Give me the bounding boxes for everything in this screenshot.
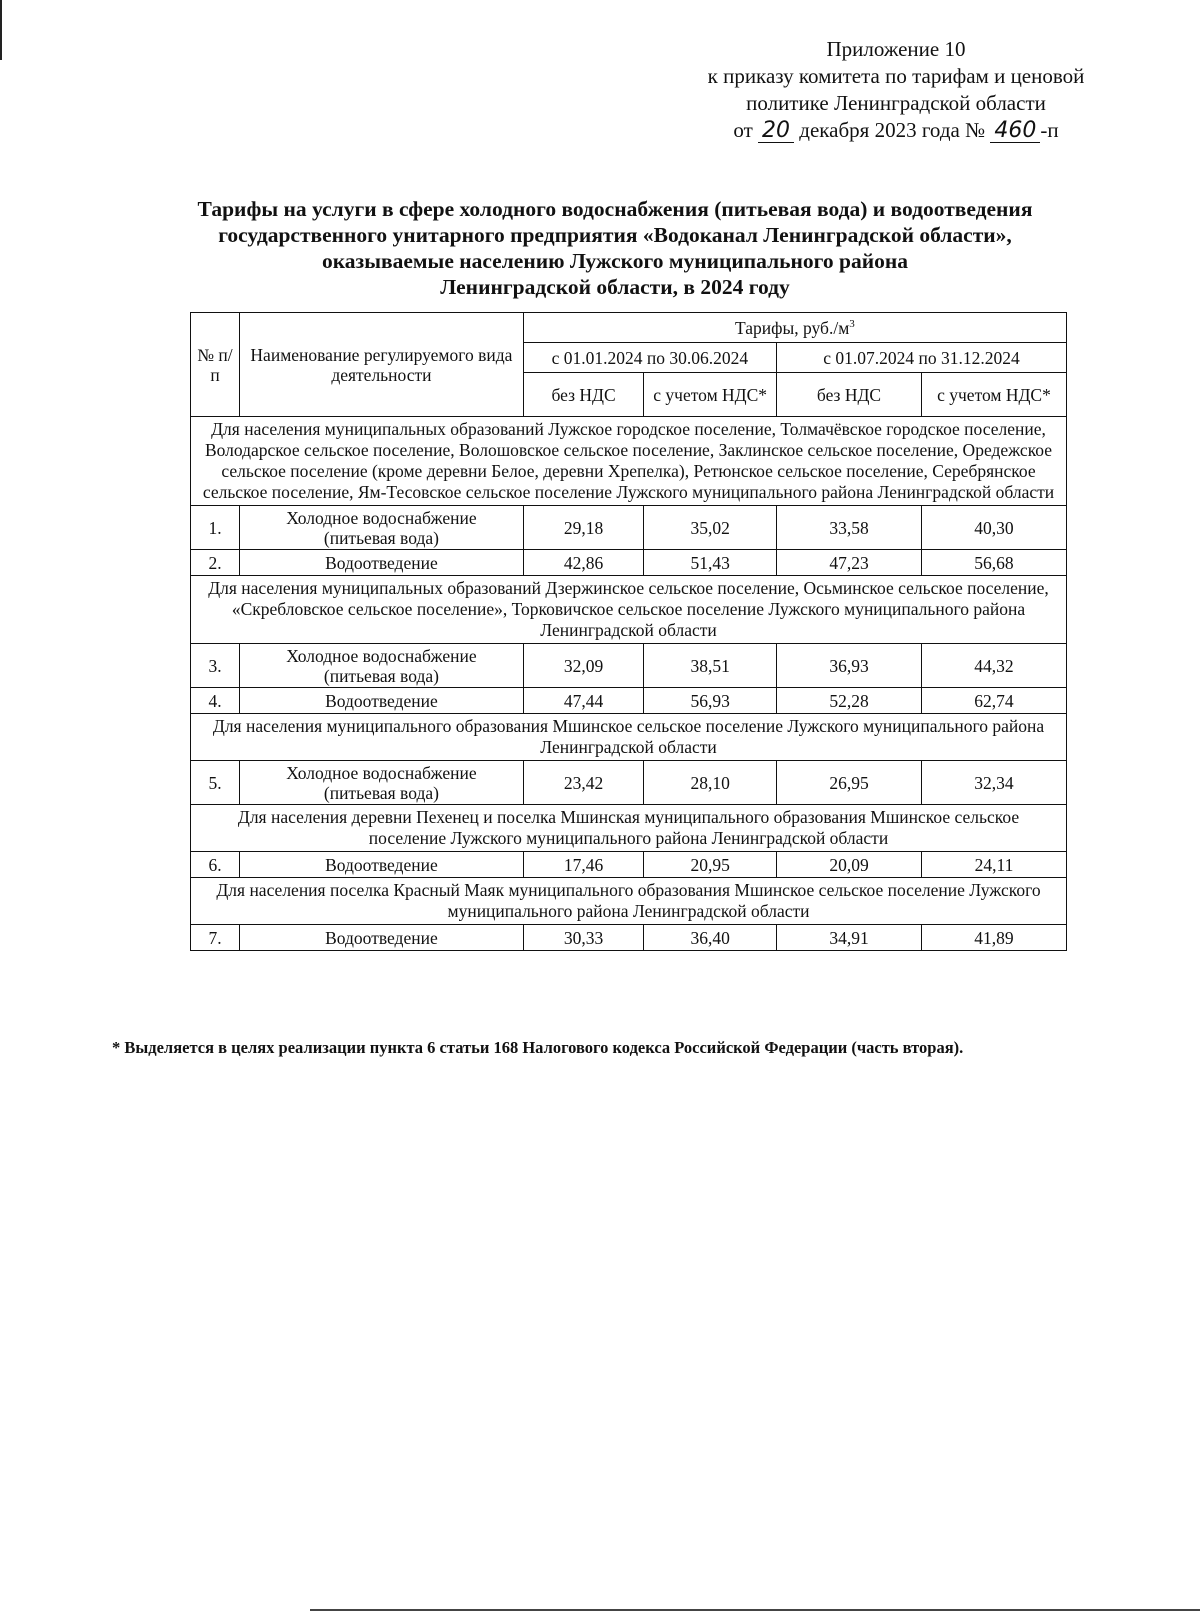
cell-v3: 47,23 [777, 550, 922, 576]
header-p1-with-vat: с учетом НДС* [644, 373, 777, 417]
cell-v1: 32,09 [523, 644, 643, 688]
cell-v1: 47,44 [523, 688, 643, 714]
title-line-4: Ленинградской области, в 2024 году [440, 275, 790, 299]
cell-v2: 56,93 [644, 688, 777, 714]
approval-suffix: -п [1040, 118, 1059, 142]
tariffs-table [190, 312, 1067, 951]
header-num: № п/п [191, 313, 240, 417]
cell-name: Холодное водоснабжение (питьевая вода) [240, 506, 524, 550]
cell-name: Водоотведение [240, 688, 524, 714]
cell-num: 5. [191, 761, 240, 805]
group-row [191, 417, 1067, 506]
table-row [191, 925, 1067, 951]
cell-v3: 20,09 [777, 852, 922, 878]
cell-num: 6. [191, 852, 240, 878]
group-title: Для населения поселка Красный Маяк муниципального образования Мшинское сельское поселение Лужского муниципального района Ленинградской области [191, 878, 1067, 925]
cell-v2: 38,51 [644, 644, 777, 688]
cell-v3: 33,58 [777, 506, 922, 550]
approval-middle: декабря 2023 года № [799, 118, 986, 142]
cell-num: 7. [191, 925, 240, 951]
header-period-2: с 01.07.2024 по 31.12.2024 [777, 343, 1067, 373]
approval-stamp-block [656, 36, 1136, 144]
group-title: Для населения муниципальных образований Дзержинское сельское поселение, Осьминское сельское поселение, «Скребловское сельское поселение», Торковичское сельское поселение Лужского муниципального района Ленинградской области [191, 576, 1067, 644]
cell-v1: 23,42 [523, 761, 643, 805]
title-line-2: государственного унитарного предприятия «Водоканал Ленинградской области», [218, 223, 1012, 247]
group-title: Для населения муниципального образования Мшинское сельское поселение Лужского муниципального района Ленинградской области [191, 714, 1067, 761]
vat-footnote: * Выделяется в целях реализации пункта 6 статьи 168 Налогового кодекса Российской Федерации (часть вторая). [112, 1038, 964, 1057]
cell-v2: 36,40 [644, 925, 777, 951]
scan-edge-bottom [310, 1609, 1200, 1611]
cell-num: 4. [191, 688, 240, 714]
cell-v2: 28,10 [644, 761, 777, 805]
cell-v4: 41,89 [921, 925, 1066, 951]
tariffs-table-body [191, 417, 1067, 951]
cell-v1: 42,86 [523, 550, 643, 576]
table-row [191, 688, 1067, 714]
header-p2-with-vat: с учетом НДС* [921, 373, 1066, 417]
cell-name: Холодное водоснабжение (питьевая вода) [240, 761, 524, 805]
table-row [191, 852, 1067, 878]
table-row [191, 506, 1067, 550]
header-period-1: с 01.01.2024 по 30.06.2024 [523, 343, 776, 373]
cell-v1: 30,33 [523, 925, 643, 951]
approval-day-handwritten: 20 [758, 120, 794, 143]
cell-v4: 40,30 [921, 506, 1066, 550]
group-title: Для населения деревни Пехенец и поселка Мшинская муниципального образования Мшинское сельское поселение Лужского муниципального района Ленинградской области [191, 805, 1067, 852]
cell-v2: 20,95 [644, 852, 777, 878]
cell-v3: 36,93 [777, 644, 922, 688]
approval-line-4 [656, 117, 1136, 144]
tariffs-table-header [191, 313, 1067, 417]
approval-line-2: к приказу комитета по тарифам и ценовой [707, 64, 1085, 88]
approval-line-3: политике Ленинградской области [746, 91, 1046, 115]
cell-v1: 17,46 [523, 852, 643, 878]
cell-v4: 44,32 [921, 644, 1066, 688]
cell-v3: 34,91 [777, 925, 922, 951]
table-row [191, 644, 1067, 688]
cell-num: 1. [191, 506, 240, 550]
approval-line-1: Приложение 10 [826, 37, 966, 61]
title-line-3: оказываемые населению Лужского муниципального района [322, 249, 908, 273]
cell-v4: 24,11 [921, 852, 1066, 878]
cell-v2: 51,43 [644, 550, 777, 576]
cell-v4: 32,34 [921, 761, 1066, 805]
title-line-1: Тарифы на услуги в сфере холодного водоснабжения (питьевая вода) и водоотведения [197, 197, 1033, 221]
cell-name: Холодное водоснабжение (питьевая вода) [240, 644, 524, 688]
group-title: Для населения муниципальных образований Лужское городское поселение, Толмачёвское городское поселение, Володарское сельское поселение, Волошовское сельское поселение, Заклинское сельское поселение, Оредежское сельское поселение (кроме деревни Белое, деревни Хрепелка), Ретюнское сельское поселение, Серебрянское сельское поселение, Ям-Тесовское сельское поселение Лужского муниципального района Ленинградской области [191, 417, 1067, 506]
group-row [191, 714, 1067, 761]
table-row [191, 761, 1067, 805]
approval-number-handwritten: 460 [990, 120, 1040, 143]
header-p2-no-vat: без НДС [777, 373, 922, 417]
scan-edge-left [0, 0, 2, 60]
group-row [191, 805, 1067, 852]
cell-v1: 29,18 [523, 506, 643, 550]
group-row [191, 576, 1067, 644]
header-activity-name: Наименование регулируемого вида деятельности [240, 313, 524, 417]
cell-num: 3. [191, 644, 240, 688]
header-tariffs: Тарифы, $руб./м^3$ [523, 313, 1066, 343]
cell-name: Водоотведение [240, 925, 524, 951]
cell-num: 2. [191, 550, 240, 576]
cell-name: Водоотведение [240, 550, 524, 576]
group-row [191, 878, 1067, 925]
approval-prefix: от [733, 118, 753, 142]
cell-v3: 26,95 [777, 761, 922, 805]
header-p1-no-vat: без НДС [523, 373, 643, 417]
cell-v3: 52,28 [777, 688, 922, 714]
cell-name: Водоотведение [240, 852, 524, 878]
cell-v4: 62,74 [921, 688, 1066, 714]
cell-v4: 56,68 [921, 550, 1066, 576]
document-title [120, 196, 1110, 300]
cell-v2: 35,02 [644, 506, 777, 550]
table-row [191, 550, 1067, 576]
